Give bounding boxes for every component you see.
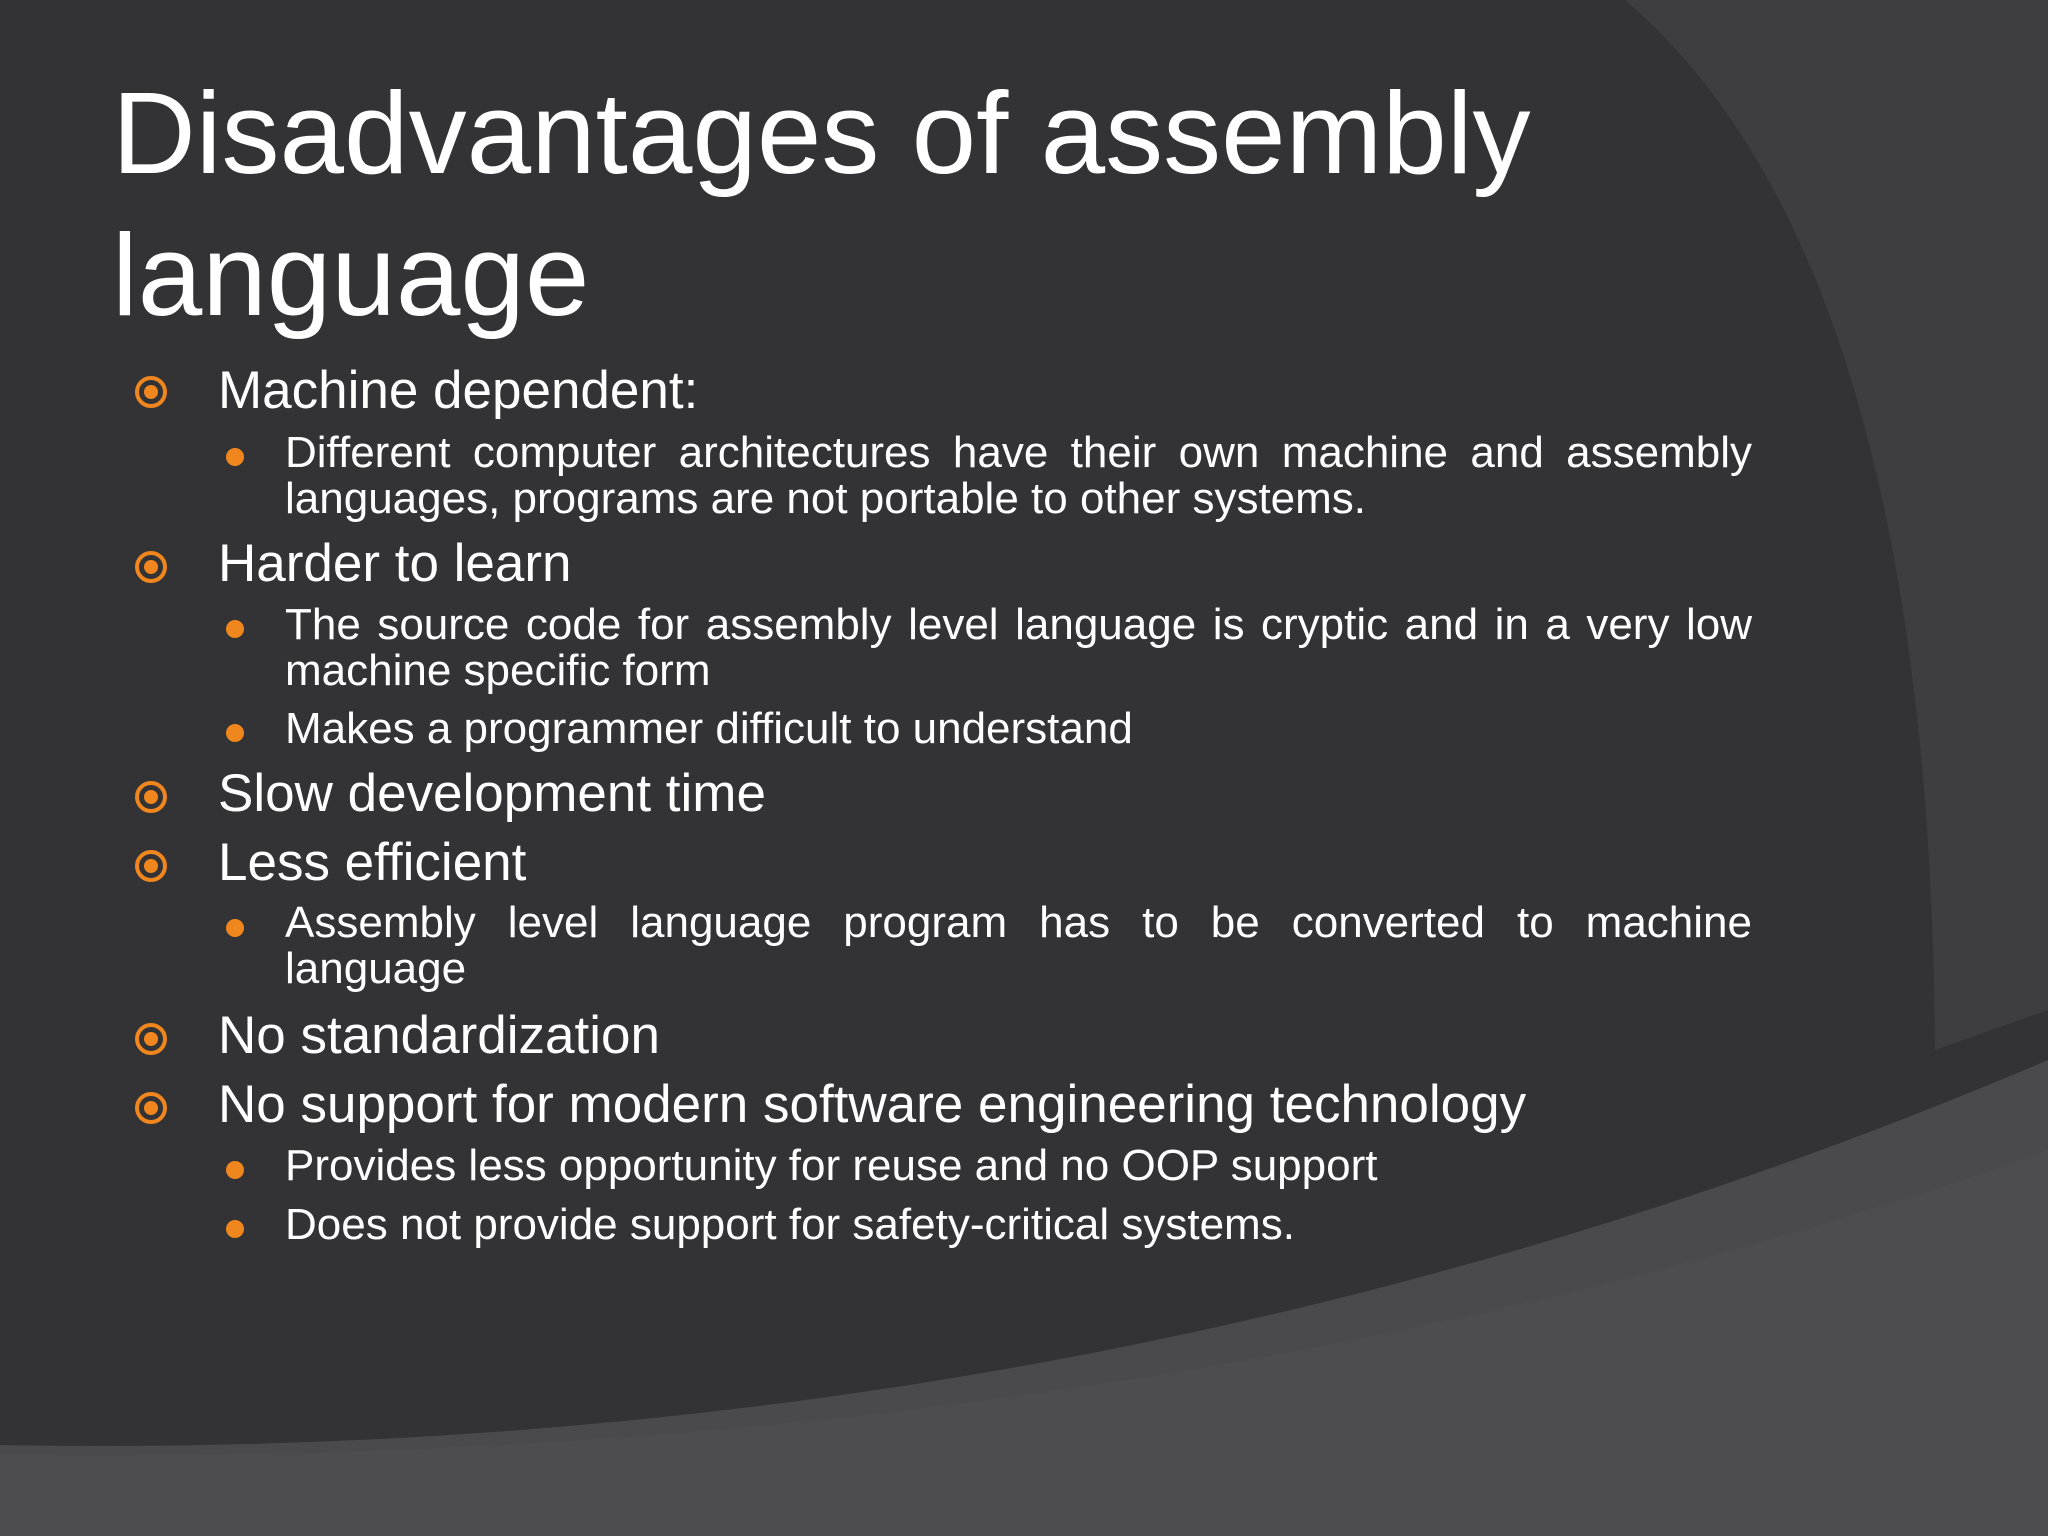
circled-dot-icon	[133, 1021, 169, 1057]
filled-dot-icon	[226, 724, 244, 742]
circled-dot-icon	[133, 549, 169, 585]
sub-bullet-item: Different computer architectures have their own machine and assembly languages, programs are not portable to other systems.	[285, 428, 1752, 523]
circled-dot-icon	[133, 779, 169, 815]
sub-bullet-item: The source code for assembly level language is cryptic and in a very low machine specific form	[285, 600, 1752, 695]
sub-bullet-item: Provides less opportunity for reuse and no OOP support	[285, 1141, 1378, 1190]
circled-dot-icon	[133, 1090, 169, 1126]
bullet-item: Machine dependent:	[218, 361, 699, 420]
bullet-item: Slow development time	[218, 764, 766, 823]
filled-dot-icon	[226, 448, 244, 466]
filled-dot-icon	[226, 620, 244, 638]
sub-bullet-item: Makes a programmer difficult to understand	[285, 704, 1133, 753]
bullet-item: Harder to learn	[218, 534, 572, 593]
circled-dot-icon	[133, 374, 169, 410]
circled-dot-icon	[133, 848, 169, 884]
bullet-item: No standardization	[218, 1006, 660, 1065]
filled-dot-icon	[226, 919, 244, 937]
filled-dot-icon	[226, 1161, 244, 1179]
slide-title: Disadvantages of assembly language	[112, 68, 1531, 340]
filled-dot-icon	[226, 1220, 244, 1238]
bullet-item: No support for modern software engineering technology	[218, 1075, 1527, 1134]
sub-bullet-item: Does not provide support for safety-critical systems.	[285, 1200, 1295, 1249]
bullet-item: Less efficient	[218, 833, 527, 892]
sub-bullet-item: Assembly level language program has to be converted to machine language	[285, 898, 1752, 993]
